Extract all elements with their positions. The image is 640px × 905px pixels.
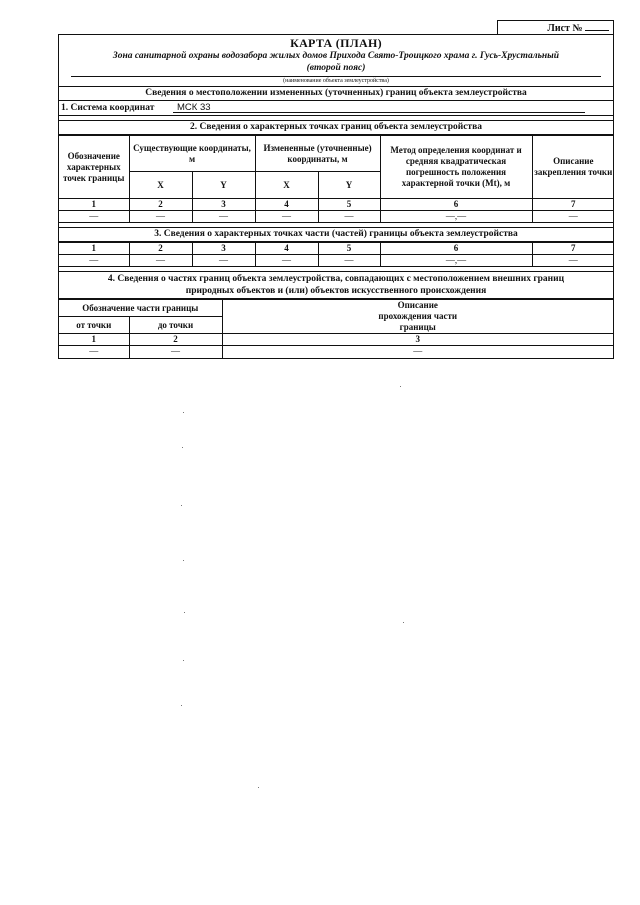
section4-title-line1: 4. Сведения о частях границ объекта землеустройства, совпадающих с местоположением внешних границ — [107, 274, 565, 284]
table-cell-empty: — — [532, 255, 614, 267]
header-from-point: от точки — [59, 317, 129, 334]
scan-speck — [182, 447, 183, 448]
section3-title: 3. Сведения о характерных точках части (частей) границы объекта землеустройства — [59, 228, 613, 242]
col-num: 7 — [532, 243, 614, 255]
col-num: 4 — [255, 243, 318, 255]
table-cell-empty: — — [59, 255, 129, 267]
table-cell-empty: — — [532, 211, 614, 223]
table-cell-empty: — — [318, 211, 380, 223]
scan-speck — [181, 705, 182, 706]
object-name-line1: Зона санитарной охраны водозабора жилых домов Прихода Свято-Троицкого храма г. Гусь-Хрустальный — [112, 51, 560, 61]
coordinate-system-row — [59, 101, 613, 116]
object-name-line2: (второй пояс) — [306, 63, 366, 73]
scan-speck — [183, 412, 184, 413]
coordinate-system-label: 1. Система координат — [61, 103, 155, 113]
col-num: 6 — [380, 243, 532, 255]
scan-speck — [181, 505, 182, 506]
table-cell-empty: —,— — [380, 211, 532, 223]
scan-speck — [183, 560, 184, 561]
header-description: Описание закрепления точки — [532, 136, 614, 199]
table-cell-empty: — — [129, 346, 222, 358]
header-method: Метод определения координат и средняя квадратическая погрешность положения характерной точки (Mt), м — [380, 136, 532, 199]
table-cell-empty: — — [255, 211, 318, 223]
col-num: 3 — [222, 334, 613, 346]
table-cell-empty: — — [129, 255, 192, 267]
header-to-point: до точки — [129, 317, 222, 334]
coordinate-system-underline — [173, 112, 585, 113]
section3-table — [59, 242, 614, 267]
col-num: 1 — [59, 334, 129, 346]
col-num: 2 — [129, 199, 192, 211]
table-cell-empty: — — [192, 255, 255, 267]
scan-speck — [403, 622, 404, 623]
header-changed-coords: Измененные (уточненные) координаты, м — [255, 136, 380, 172]
scan-speck — [258, 787, 259, 788]
table-cell-empty: — — [192, 211, 255, 223]
header-part-designation: Обозначение части границы — [59, 300, 222, 317]
col-num: 5 — [318, 243, 380, 255]
scan-speck — [184, 612, 185, 613]
section2-table — [59, 135, 614, 223]
object-name-caption: (наименование объекта землеустройства) — [71, 76, 601, 85]
sheet-number-box — [497, 20, 614, 34]
header-part-description: Описание прохождения части границы — [222, 300, 613, 334]
col-num: 3 — [192, 243, 255, 255]
document-header — [59, 35, 613, 87]
table-cell-empty: — — [222, 346, 613, 358]
table-cell-empty: — — [129, 211, 192, 223]
section2-title: 2. Сведения о характерных точках границ объекта землеустройства — [59, 121, 613, 135]
col-num: 6 — [380, 199, 532, 211]
document-frame — [58, 34, 614, 359]
header-existing-y: Y — [192, 172, 255, 199]
table-cell-empty: — — [59, 346, 129, 358]
table-cell-empty: —,— — [380, 255, 532, 267]
scan-speck — [183, 660, 184, 661]
col-num: 5 — [318, 199, 380, 211]
col-num: 1 — [59, 199, 129, 211]
table-cell-empty: — — [318, 255, 380, 267]
header-changed-x: X — [255, 172, 318, 199]
section4-title — [59, 272, 613, 299]
section4-table — [59, 299, 613, 358]
col-num: 4 — [255, 199, 318, 211]
col-num: 2 — [129, 243, 192, 255]
col-num: 1 — [59, 243, 129, 255]
sheet-number-label: Лист № — [547, 23, 583, 34]
col-num: 3 — [192, 199, 255, 211]
col-num: 7 — [532, 199, 614, 211]
header-changed-y: Y — [318, 172, 380, 199]
header-designation: Обозначение характерных точек границы — [59, 136, 129, 199]
coordinate-system-value: МСК 33 — [177, 102, 211, 113]
scan-speck — [400, 386, 401, 387]
section4-title-line2: природных объектов и (или) объектов искусственного происхождения — [185, 286, 487, 296]
main-section-title: Сведения о местоположении измененных (уточненных) границ объекта землеустройства — [59, 87, 613, 101]
sheet-number-blank — [585, 21, 609, 31]
header-existing-coords: Существующие координаты, м — [129, 136, 255, 172]
col-num: 2 — [129, 334, 222, 346]
header-existing-x: X — [129, 172, 192, 199]
table-cell-empty: — — [255, 255, 318, 267]
page-title: КАРТА (ПЛАН) — [290, 36, 382, 50]
table-cell-empty: — — [59, 211, 129, 223]
